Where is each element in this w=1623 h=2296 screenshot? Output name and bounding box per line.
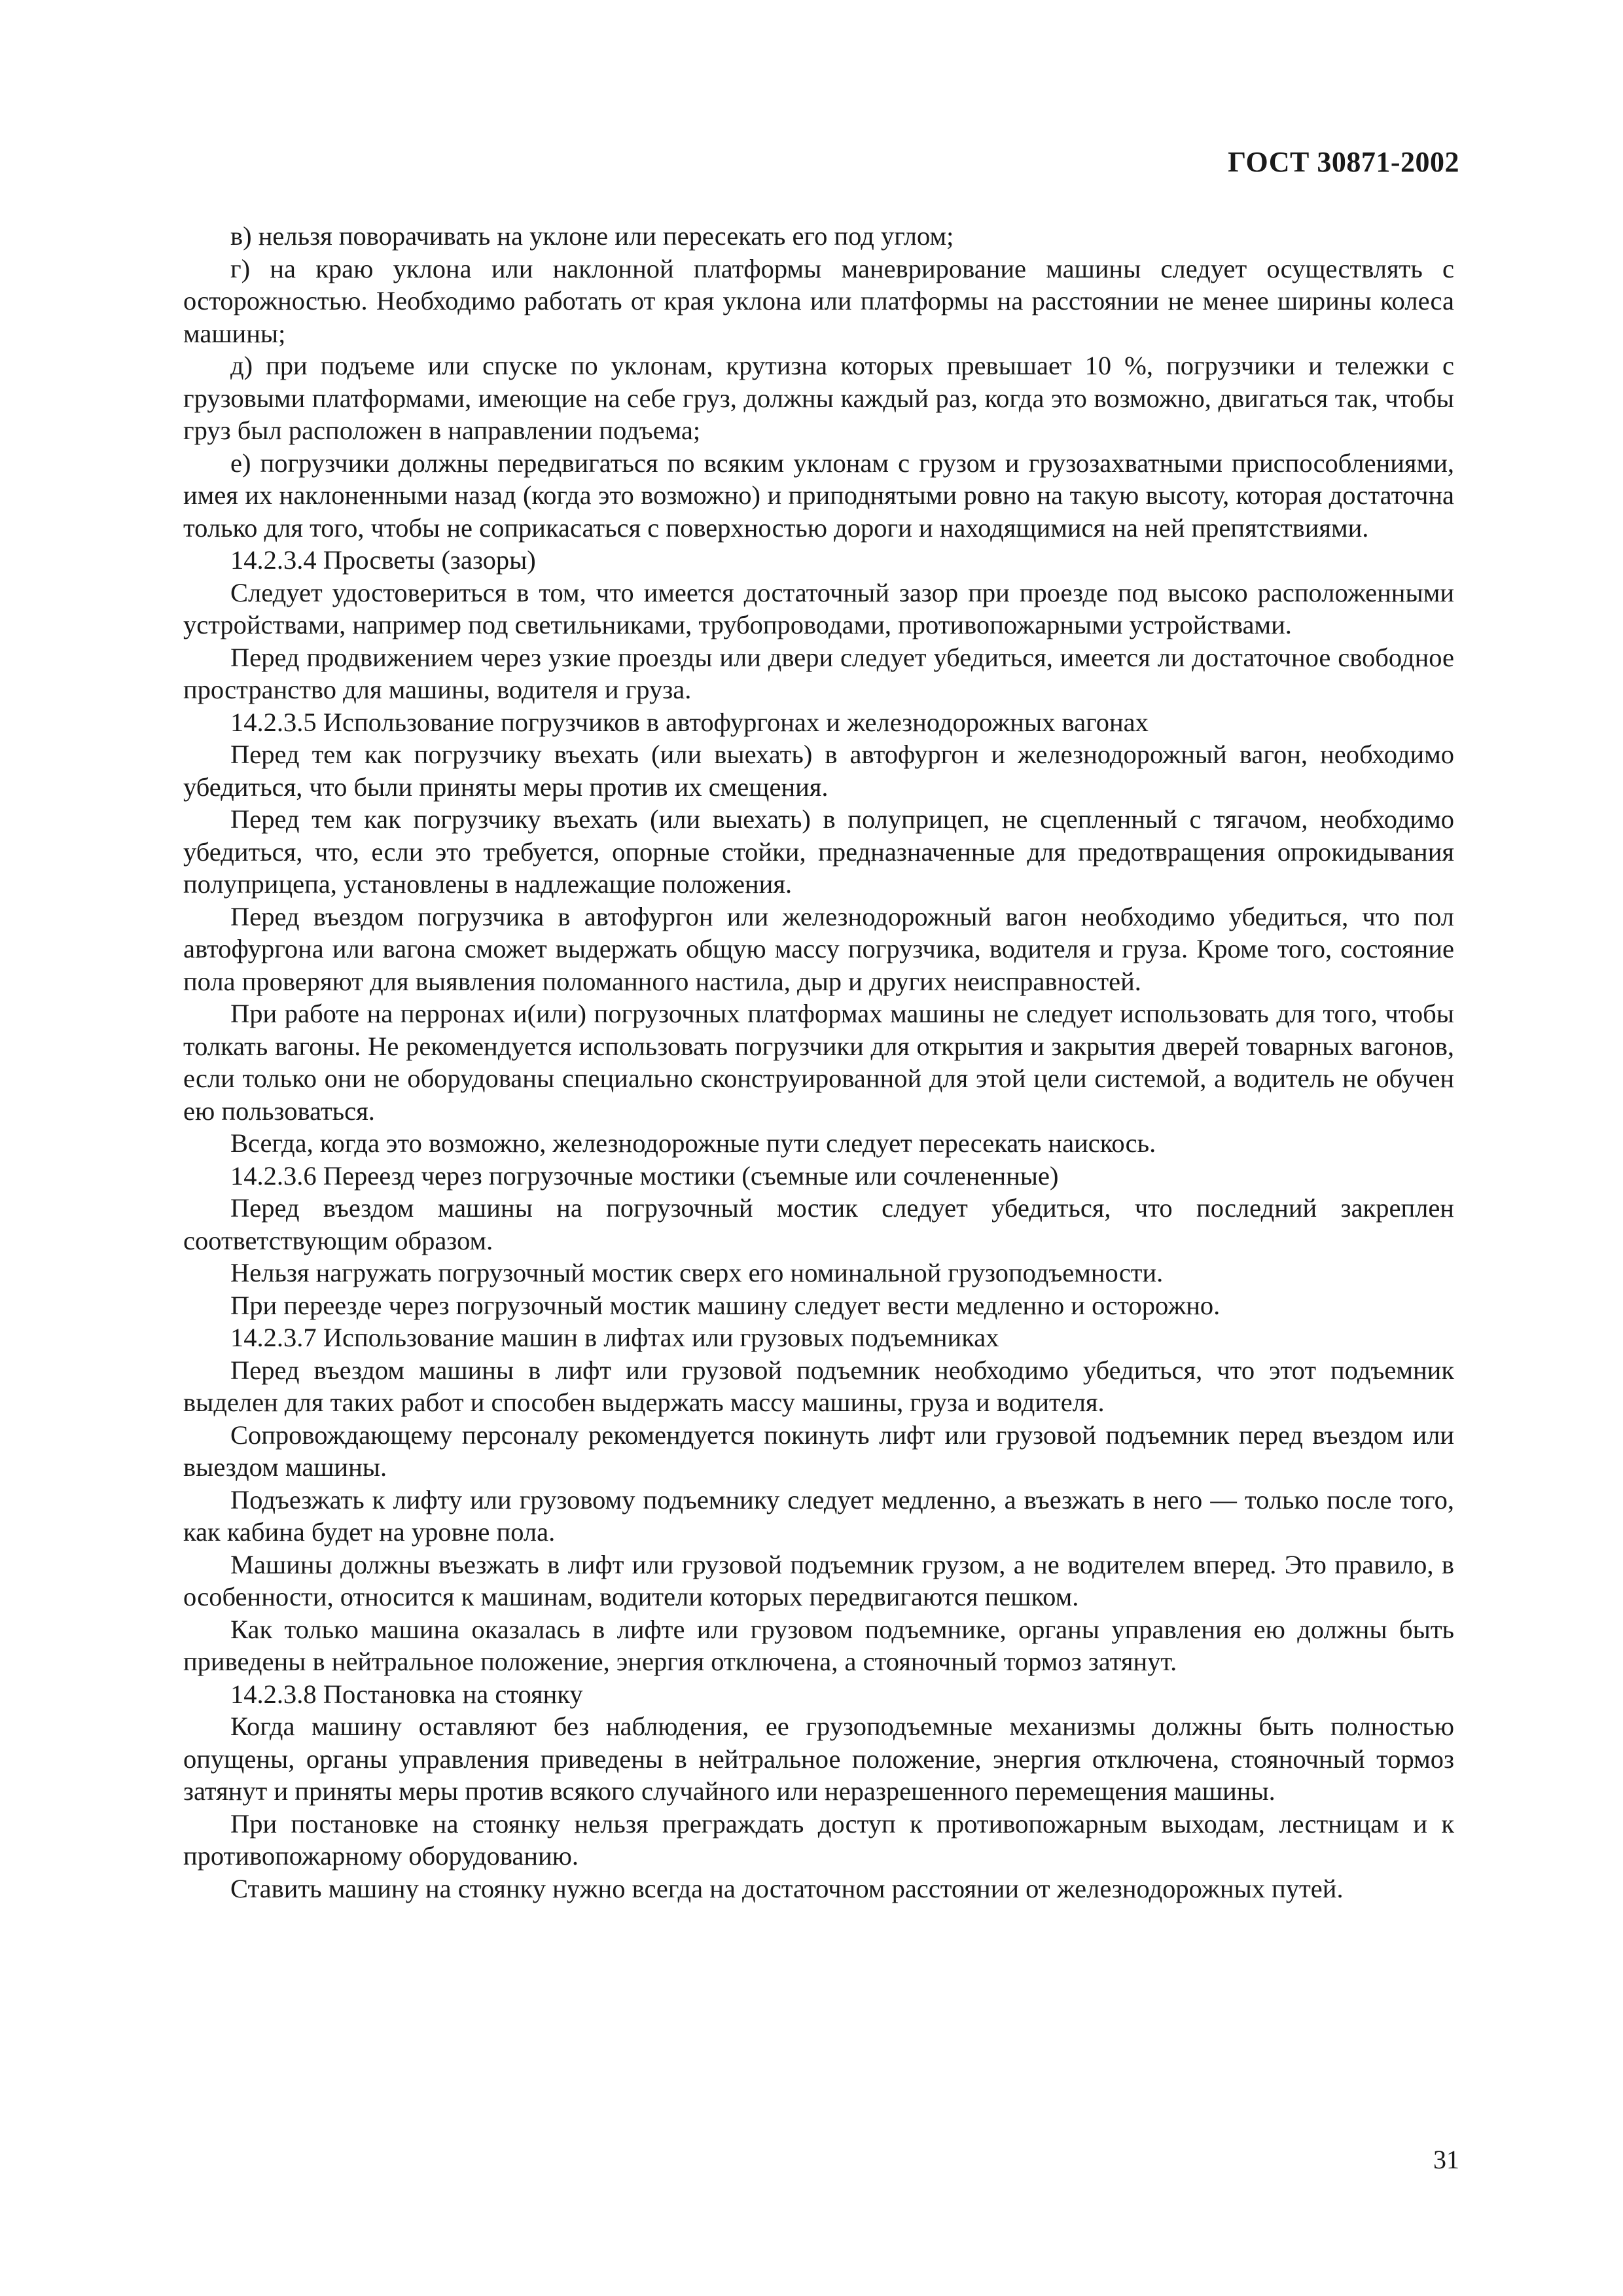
paragraph: Как только машина оказалась в лифте или грузовом подъемнике, органы управления ею должны быть приведены в нейтральное положение, энергия отключена, а стояночный тормоз затянут. <box>183 1614 1454 1676</box>
paragraph: Машины должны въезжать в лифт или грузовой подъемник грузом, а не водителем вперед. Это правило, в особенности, относится к машинам, водители которых передвигаются пешком. <box>183 1549 1454 1611</box>
paragraph: е) погрузчики должны передвигаться по всяким уклонам с грузом и грузозахватными приспособлениями, имея их наклоненными назад (когда это возможно) и приподнятыми ровно на такую высоту, которая достаточна только для того, чтобы не соприкасаться с поверхностью дороги и находящимися на ней препятствиями. <box>183 448 1454 543</box>
paragraph: Перед въездом машины на погрузочный мостик следует убедиться, что последний закреплен соответствующим образом. <box>183 1193 1454 1255</box>
paragraph: Сопровождающему персоналу рекомендуется покинуть лифт или грузовой подъемник перед въездом или выездом машины. <box>183 1420 1454 1482</box>
paragraph: Следует удостовериться в том, что имеется достаточный зазор при проезде под высоко расположенными устройствами, например под светильниками, трубопроводами, противопожарными устройствами. <box>183 577 1454 639</box>
paragraph: Перед продвижением через узкие проезды или двери следует убедиться, имеется ли достаточное свободное пространство для машины, водителя и груза. <box>183 642 1454 704</box>
paragraph: Перед въездом машины в лифт или грузовой подъемник необходимо убедиться, что этот подъемник выделен для таких работ и способен выдержать массу машины, груза и водителя. <box>183 1355 1454 1417</box>
paragraph: Перед тем как погрузчику въехать (или выехать) в автофургон и железнодорожный вагон, необходимо убедиться, что были приняты меры против их смещения. <box>183 740 1454 802</box>
section-heading: 14.2.3.8 Постановка на стоянку <box>230 1679 583 1709</box>
section-heading: 14.2.3.4 Просветы (зазоры) <box>230 545 536 575</box>
paragraph: При работе на перронах и(или) погрузочных платформах машины не следует использовать для того, чтобы толкать вагоны. Не рекомендуется использовать погрузчики для открытия и закрытия дверей товарных вагонов, если только они не оборудованы специально сконструированной для этой цели системой, а водитель не обучен ею пользоваться. <box>183 999 1454 1126</box>
document-header: ГОСТ 30871-2002 <box>1228 146 1459 178</box>
page-number: 31 <box>1433 2145 1459 2174</box>
paragraph: При постановке на стоянку нельзя преграждать доступ к противопожарным выходам, лестницам и к противопожарному оборудованию. <box>183 1808 1454 1871</box>
section-heading: 14.2.3.5 Использование погрузчиков в автофургонах и железнодорожных вагонах <box>230 707 1149 737</box>
paragraph: в) нельзя поворачивать на уклоне или пересекать его под углом; <box>230 221 954 251</box>
paragraph: Нельзя нагружать погрузочный мостик сверх его номинальной грузоподъемности. <box>230 1258 1164 1287</box>
paragraph: Подъезжать к лифту или грузовому подъемнику следует медленно, а въезжать в него — только после того, как кабина будет на уровне пола. <box>183 1484 1454 1547</box>
section-heading: 14.2.3.6 Переезд через погрузочные мостики (съемные или сочлененные) <box>230 1160 1059 1191</box>
section-heading: 14.2.3.7 Использование машин в лифтах или грузовых подъемниках <box>230 1323 999 1352</box>
paragraph: Перед тем как погрузчику въехать (или выехать) в полуприцеп, не сцепленный с тягачом, необходимо убедиться, что, если это требуется, опорные стойки, предназначенные для предотвращения опрокидывания полуприцепа, установлены в надлежащие положения. <box>183 804 1454 899</box>
paragraph: При переезде через погрузочный мостик машину следует вести медленно и осторожно. <box>230 1290 1221 1320</box>
paragraph: Перед въездом погрузчика в автофургон или железнодорожный вагон необходимо убедиться, что пол автофургона или вагона сможет выдержать общую массу погрузчика, водителя и груза. Кроме того, состояние пола проверяют для выявления поломанного настила, дыр и других неисправностей. <box>183 901 1454 996</box>
paragraph: г) на краю уклона или наклонной платформы маневрирование машины следует осуществлять с осторожностью. Необходимо работать от края уклона или платформы на расстоянии не менее ширины колеса машины; <box>183 253 1454 348</box>
paragraph: Всегда, когда это возможно, железнодорожные пути следует пересекать наискось. <box>230 1128 1156 1158</box>
paragraph: Когда машину оставляют без наблюдения, ее грузоподъемные механизмы должны быть полностью опущены, органы управления приведены в нейтральное положение, энергия отключена, стояночный тормоз затянут и приняты меры против всякого случайного или неразрешенного перемещения машины. <box>183 1712 1454 1806</box>
paragraph: Ставить машину на стоянку нужно всегда на достаточном расстоянии от железнодорожных путей. <box>230 1873 1344 1903</box>
paragraph: д) при подъеме или спуске по уклонам, крутизна которых превышает 10 %, погрузчики и тележки с грузовыми платформами, имеющие на себе груз, должны каждый раз, когда это возможно, двигаться так, чтобы груз был расположен в направлении подъема; <box>183 351 1454 445</box>
document-body <box>183 220 1454 1905</box>
